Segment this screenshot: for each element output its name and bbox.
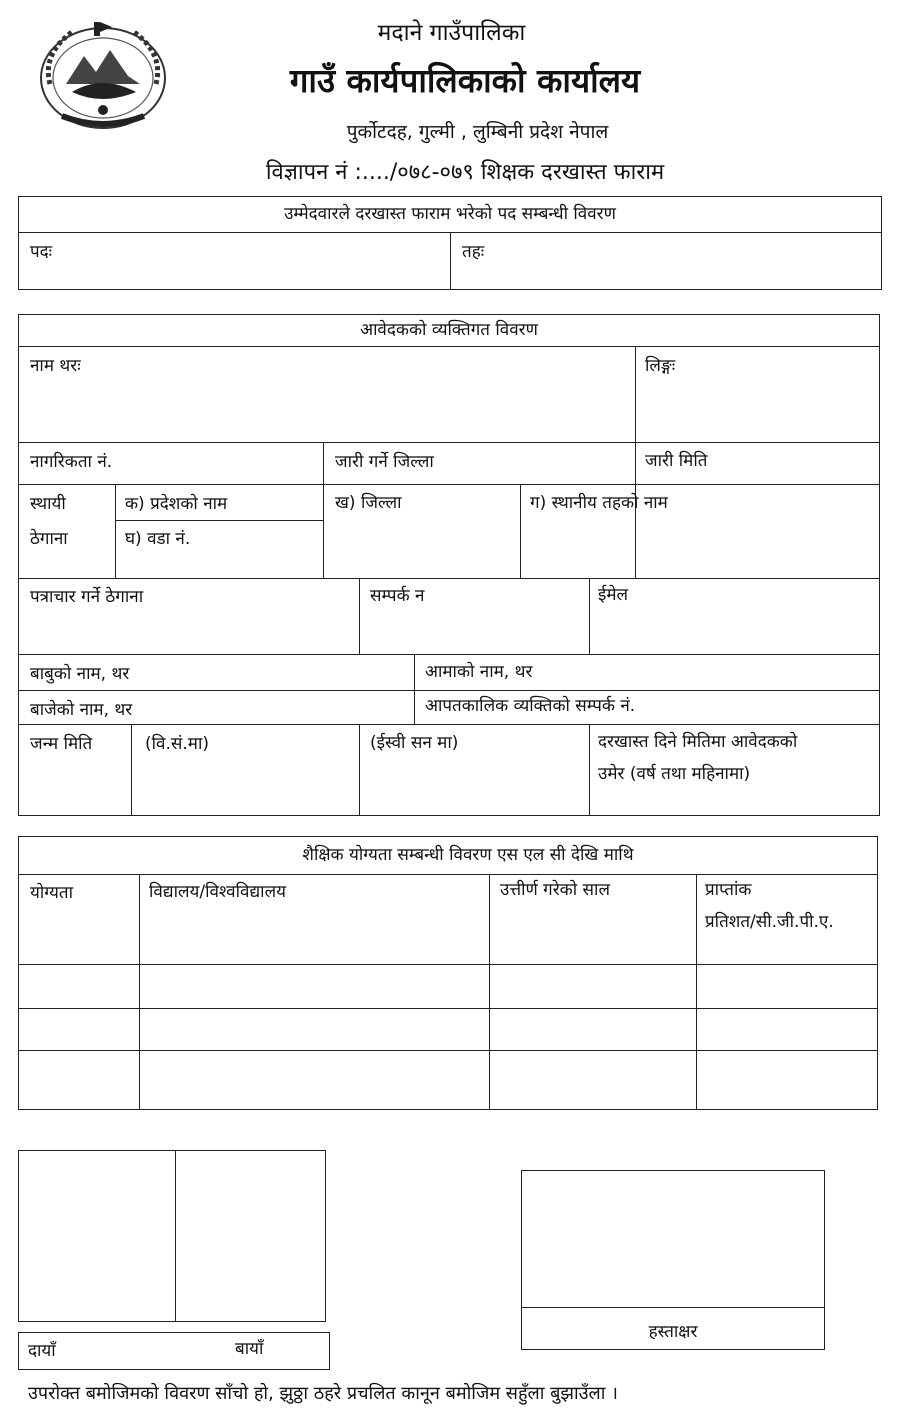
section1-title: उम्मेदवारले दरखास्त फाराम भरेको पद सम्बन्धी विवरण [284, 204, 616, 224]
level-field[interactable]: तहः [462, 242, 485, 262]
age-field[interactable]: दरखास्त दिने मितिमा आवेदकको [598, 732, 798, 752]
age-field-line2: उमेर (वर्ष तथा महिनामा) [598, 764, 751, 784]
province-field[interactable]: क) प्रदेशको नाम [125, 494, 228, 514]
education-row[interactable] [18, 1009, 878, 1049]
contact-field[interactable]: सम्पर्क न [370, 586, 425, 606]
district-field[interactable]: ख) जिल्ला [335, 493, 402, 513]
col-qualification: योग्यता [30, 883, 73, 903]
signature-label: हस्ताक्षर [648, 1322, 698, 1342]
education-row[interactable] [18, 965, 878, 1007]
issue-district-field[interactable]: जारी गर्ने जिल्ला [335, 452, 434, 472]
notice-heading: विज्ञापन नं :..../०७८-०७९ शिक्षक दरखास्त फाराम [265, 160, 665, 185]
dob-label: जन्म मिति [30, 734, 93, 754]
municipality-name: मदाने गाउँपालिका [377, 20, 526, 46]
permanent-address-label-2: ठेगाना [30, 529, 68, 549]
father-name-field[interactable]: बाबुको नाम, थर [30, 664, 130, 684]
office-address: पुर्कोटदह, गुल्मी , लुम्बिनी प्रदेश नेपाल [346, 121, 609, 143]
emergency-contact-field[interactable]: आपतकालिक व्यक्तिको सम्पर्क नं. [425, 696, 636, 716]
col-institution: विद्यालय/विश्वविद्यालय [149, 882, 286, 902]
dob-bs-field[interactable]: (वि.सं.मा) [145, 734, 209, 754]
dob-ad-field[interactable]: (ईस्वी सन मा) [370, 733, 459, 753]
ward-field[interactable]: घ) वडा नं. [125, 529, 191, 549]
local-level-field[interactable]: ग) स्थानीय तहको नाम [530, 493, 668, 513]
col-score: प्राप्तांक [705, 880, 752, 900]
citizenship-field[interactable]: नागरिकता नं. [30, 452, 113, 472]
section2-title: आवेदकको व्यक्तिगत विवरण [360, 320, 538, 340]
thumbprint-label-row [18, 1332, 330, 1370]
thumbprint-box[interactable] [18, 1150, 326, 1322]
col-passed-year: उत्तीर्ण गरेको साल [500, 880, 610, 900]
mailing-address-field[interactable]: पत्राचार गर्ने ठेगाना [30, 587, 144, 607]
issue-date-field[interactable]: जारी मिति [645, 451, 708, 471]
declaration-text: उपरोक्त बमोजिमको विवरण साँचो हो, झुठ्ठा ठहरे प्रचलित कानून बमोजिम सहुँला बुझाउँला । [28, 1383, 618, 1404]
post-field[interactable]: पदः [30, 242, 53, 262]
name-field[interactable]: नाम थरः [30, 356, 81, 376]
permanent-address-label: स्थायी [30, 494, 66, 514]
mother-name-field[interactable]: आमाको नाम, थर [425, 662, 533, 682]
education-row[interactable] [18, 1051, 878, 1109]
section3-title: शैक्षिक योग्यता सम्बन्धी विवरण एस एल सी देखि माथि [302, 845, 634, 865]
office-title: गाउँ कार्यपालिकाको कार्यालय [289, 61, 641, 100]
col-score-line2: प्रतिशत/सी.जी.पी.ए. [705, 912, 834, 932]
right-thumb-label: दायाँ [28, 1341, 56, 1361]
gender-field[interactable]: लिङ्गः [645, 356, 676, 376]
left-thumb-label: बायाँ [235, 1339, 264, 1359]
email-field[interactable]: ईमेल [598, 585, 629, 605]
grandfather-name-field[interactable]: बाजेको नाम, थर [30, 700, 133, 720]
